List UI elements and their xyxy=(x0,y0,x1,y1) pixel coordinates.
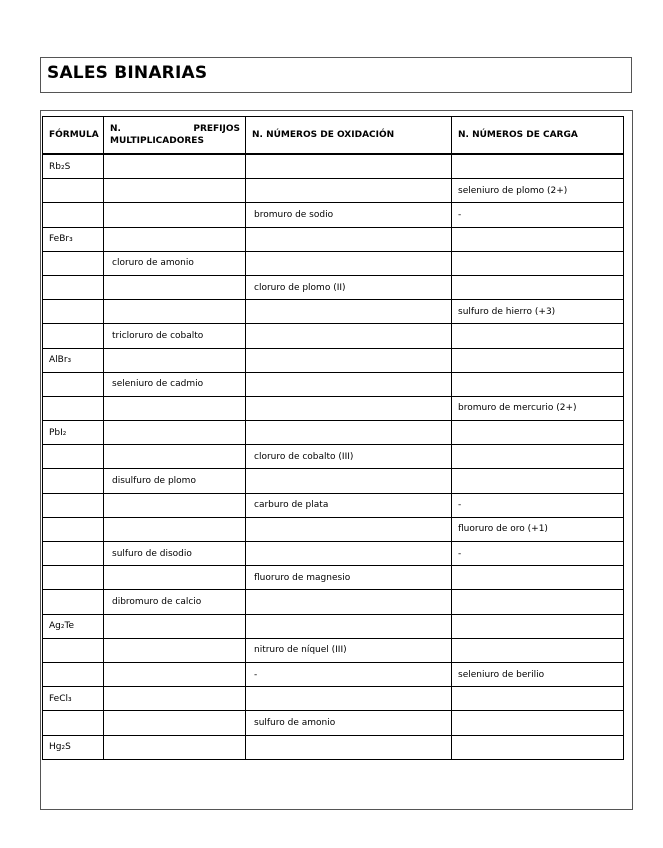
charge-name-cell xyxy=(452,469,624,493)
table-row xyxy=(43,275,624,299)
oxidation-name-cell: carburo de plata xyxy=(246,493,452,517)
oxidation-name-cell: - xyxy=(246,662,452,686)
prefix-name-cell xyxy=(104,421,246,445)
table-row xyxy=(43,687,624,711)
oxidation-name-cell xyxy=(246,154,452,179)
charge-name-cell xyxy=(452,445,624,469)
table-row xyxy=(43,662,624,686)
oxidation-name-cell xyxy=(246,300,452,324)
title-box xyxy=(40,57,632,93)
prefix-name-cell xyxy=(104,687,246,711)
page-title: SALES BINARIAS xyxy=(47,63,208,83)
charge-name-cell xyxy=(452,421,624,445)
salts-table xyxy=(42,116,624,760)
oxidation-name-cell: sulfuro de amonio xyxy=(246,711,452,735)
table-row xyxy=(43,590,624,614)
header-prefixes-word: PREFIJOS xyxy=(193,124,240,134)
prefix-name-cell: tricloruro de cobalto xyxy=(104,324,246,348)
prefix-name-cell xyxy=(104,348,246,372)
charge-name-cell: - xyxy=(452,203,624,227)
oxidation-name-cell: bromuro de sodio xyxy=(246,203,452,227)
charge-name-cell: sulfuro de hierro (+3) xyxy=(452,300,624,324)
prefix-name-cell: sulfuro de disodio xyxy=(104,542,246,566)
formula-cell xyxy=(43,662,104,686)
charge-name-cell: seleniuro de plomo (2+) xyxy=(452,179,624,203)
charge-name-cell xyxy=(452,372,624,396)
formula-cell: Hg₂S xyxy=(43,735,104,759)
prefix-name-cell xyxy=(104,735,246,759)
formula-cell: FeCl₃ xyxy=(43,687,104,711)
oxidation-name-cell xyxy=(246,469,452,493)
table-body xyxy=(43,154,624,759)
charge-name-cell: - xyxy=(452,542,624,566)
charge-name-cell xyxy=(452,590,624,614)
oxidation-name-cell xyxy=(246,517,452,541)
charge-name-cell xyxy=(452,735,624,759)
formula-cell xyxy=(43,251,104,275)
prefix-name-cell xyxy=(104,227,246,251)
formula-cell xyxy=(43,179,104,203)
formula-cell xyxy=(43,469,104,493)
table-row xyxy=(43,517,624,541)
oxidation-name-cell: fluoruro de magnesio xyxy=(246,566,452,590)
oxidation-name-cell xyxy=(246,421,452,445)
oxidation-name-cell xyxy=(246,614,452,638)
prefix-name-cell xyxy=(104,662,246,686)
prefix-name-cell xyxy=(104,179,246,203)
formula-cell xyxy=(43,275,104,299)
oxidation-name-cell xyxy=(246,687,452,711)
prefix-name-cell: disulfuro de plomo xyxy=(104,469,246,493)
table-row xyxy=(43,348,624,372)
charge-name-cell xyxy=(452,614,624,638)
formula-cell xyxy=(43,203,104,227)
formula-cell xyxy=(43,517,104,541)
table-row xyxy=(43,542,624,566)
table-row xyxy=(43,300,624,324)
table-row xyxy=(43,324,624,348)
prefix-name-cell xyxy=(104,638,246,662)
oxidation-name-cell: cloruro de plomo (II) xyxy=(246,275,452,299)
formula-cell xyxy=(43,396,104,420)
prefix-name-cell xyxy=(104,445,246,469)
charge-name-cell xyxy=(452,251,624,275)
formula-cell: AlBr₃ xyxy=(43,348,104,372)
prefix-name-cell xyxy=(104,711,246,735)
oxidation-name-cell xyxy=(246,348,452,372)
header-charge: N. NÚMEROS DE CARGA xyxy=(452,117,624,155)
prefix-name-cell xyxy=(104,275,246,299)
prefix-name-cell xyxy=(104,493,246,517)
charge-name-cell: - xyxy=(452,493,624,517)
formula-cell xyxy=(43,566,104,590)
header-formula: FÓRMULA xyxy=(43,117,104,155)
prefix-name-cell xyxy=(104,566,246,590)
formula-cell xyxy=(43,300,104,324)
prefix-name-cell xyxy=(104,154,246,179)
table-row xyxy=(43,735,624,759)
header-oxidation: N. NÚMEROS DE OXIDACIÓN xyxy=(246,117,452,155)
table-row xyxy=(43,638,624,662)
oxidation-name-cell xyxy=(246,590,452,614)
table-row xyxy=(43,203,624,227)
table-row xyxy=(43,227,624,251)
prefix-name-cell: seleniuro de cadmio xyxy=(104,372,246,396)
charge-name-cell xyxy=(452,566,624,590)
oxidation-name-cell xyxy=(246,179,452,203)
table-row xyxy=(43,493,624,517)
oxidation-name-cell: nitruro de níquel (III) xyxy=(246,638,452,662)
formula-cell xyxy=(43,324,104,348)
formula-cell: Rb₂S xyxy=(43,154,104,179)
formula-cell xyxy=(43,542,104,566)
formula-cell xyxy=(43,638,104,662)
table-row xyxy=(43,711,624,735)
formula-cell xyxy=(43,372,104,396)
oxidation-name-cell xyxy=(246,542,452,566)
table-row xyxy=(43,566,624,590)
prefix-name-cell xyxy=(104,517,246,541)
charge-name-cell xyxy=(452,348,624,372)
charge-name-cell: bromuro de mercurio (2+) xyxy=(452,396,624,420)
formula-cell: Ag₂Te xyxy=(43,614,104,638)
charge-name-cell xyxy=(452,227,624,251)
header-row xyxy=(43,117,624,155)
prefix-name-cell xyxy=(104,396,246,420)
prefix-name-cell xyxy=(104,203,246,227)
formula-cell: PbI₂ xyxy=(43,421,104,445)
charge-name-cell: seleniuro de berilio xyxy=(452,662,624,686)
prefix-name-cell: dibromuro de calcio xyxy=(104,590,246,614)
charge-name-cell xyxy=(452,687,624,711)
table-row xyxy=(43,469,624,493)
header-prefixes-n: N. xyxy=(110,124,121,134)
charge-name-cell xyxy=(452,638,624,662)
formula-cell xyxy=(43,590,104,614)
oxidation-name-cell xyxy=(246,251,452,275)
prefix-name-cell: cloruro de amonio xyxy=(104,251,246,275)
oxidation-name-cell xyxy=(246,735,452,759)
prefix-name-cell xyxy=(104,300,246,324)
formula-cell xyxy=(43,711,104,735)
charge-name-cell xyxy=(452,324,624,348)
oxidation-name-cell xyxy=(246,227,452,251)
table-row xyxy=(43,445,624,469)
formula-cell xyxy=(43,445,104,469)
oxidation-name-cell xyxy=(246,324,452,348)
table-row xyxy=(43,421,624,445)
charge-name-cell xyxy=(452,275,624,299)
oxidation-name-cell xyxy=(246,396,452,420)
table-row xyxy=(43,154,624,179)
oxidation-name-cell xyxy=(246,372,452,396)
charge-name-cell xyxy=(452,711,624,735)
oxidation-name-cell: cloruro de cobalto (III) xyxy=(246,445,452,469)
table-row xyxy=(43,179,624,203)
charge-name-cell: fluoruro de oro (+1) xyxy=(452,517,624,541)
formula-cell: FeBr₃ xyxy=(43,227,104,251)
header-prefixes-multiplicadores: MULTIPLICADORES xyxy=(110,136,204,146)
header-prefixes xyxy=(104,117,246,155)
table-row xyxy=(43,251,624,275)
table-row xyxy=(43,614,624,638)
prefix-name-cell xyxy=(104,614,246,638)
charge-name-cell xyxy=(452,154,624,179)
formula-cell xyxy=(43,493,104,517)
table-row xyxy=(43,372,624,396)
table-row xyxy=(43,396,624,420)
